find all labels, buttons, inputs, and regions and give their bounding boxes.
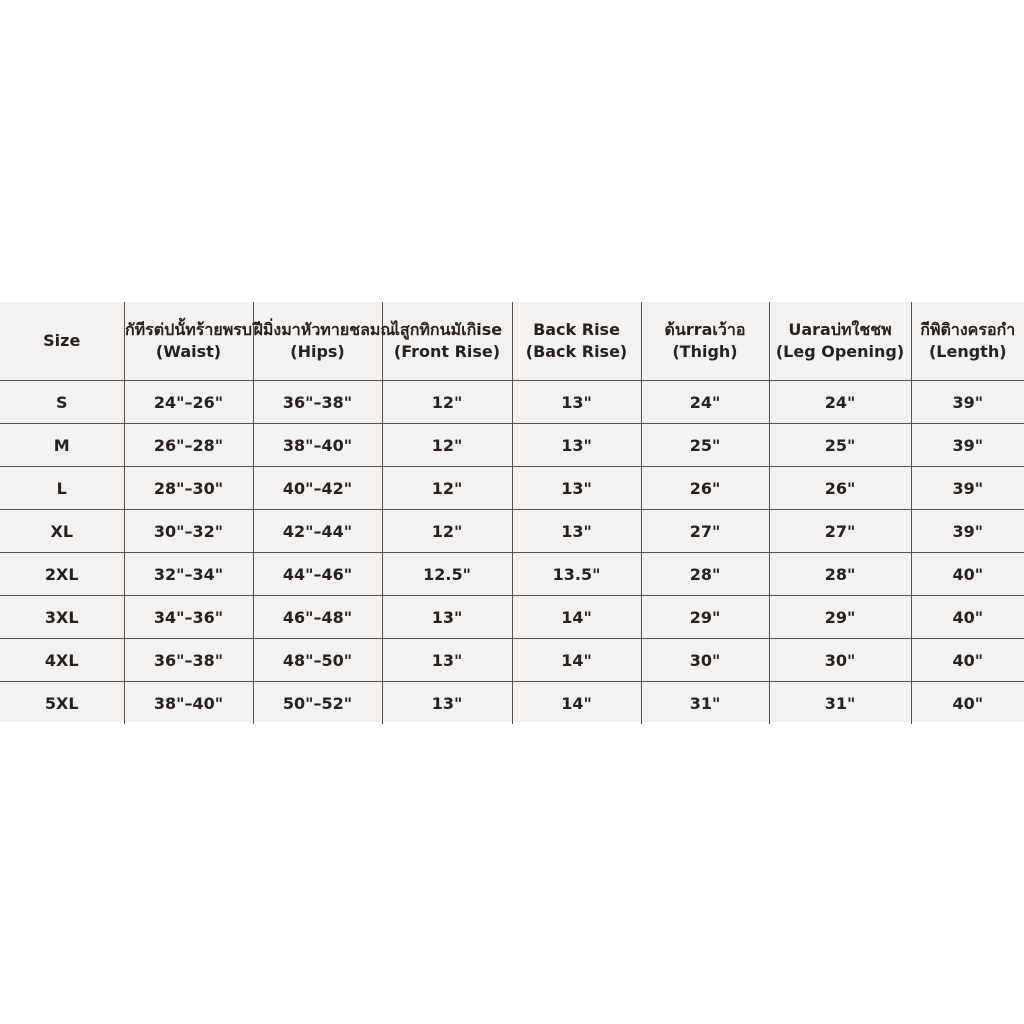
- cell-hips: 42"–44": [253, 510, 382, 553]
- table-row: [0, 596, 1024, 639]
- cell-back-rise: 13": [512, 510, 641, 553]
- cell-thigh: 30": [641, 639, 769, 682]
- cell-thigh: 24": [641, 381, 769, 424]
- cell-length: 39": [911, 381, 1024, 424]
- cell-back-rise: 14": [512, 596, 641, 639]
- table-row: [0, 467, 1024, 510]
- cell-leg-opening: 27": [769, 510, 911, 553]
- cell-size: S: [0, 381, 124, 424]
- cell-waist: 30"–32": [124, 510, 253, 553]
- cell-hips: 46"–48": [253, 596, 382, 639]
- cell-leg-opening: 25": [769, 424, 911, 467]
- cell-hips: 38"–40": [253, 424, 382, 467]
- cell-back-rise: 13": [512, 467, 641, 510]
- size-chart: [0, 302, 1024, 722]
- cell-hips: 50"–52": [253, 682, 382, 725]
- cell-size: 3XL: [0, 596, 124, 639]
- cell-back-rise: 14": [512, 639, 641, 682]
- cell-hips: 48"–50": [253, 639, 382, 682]
- cell-size: XL: [0, 510, 124, 553]
- header-front-rise: ไสูกทิกนมัเกิise (Front Rise): [382, 302, 512, 381]
- cell-leg-opening: 30": [769, 639, 911, 682]
- table-row: [0, 682, 1024, 725]
- cell-length: 40": [911, 682, 1024, 725]
- cell-waist: 32"–34": [124, 553, 253, 596]
- cell-back-rise: 13": [512, 381, 641, 424]
- cell-waist: 24"–26": [124, 381, 253, 424]
- cell-leg-opening: 26": [769, 467, 911, 510]
- header-thigh: ด้นrraเว้าอ (Thigh): [641, 302, 769, 381]
- header-hips: ฝีมิ่งมาหัวทายชลมณ (Hips): [253, 302, 382, 381]
- cell-waist: 26"–28": [124, 424, 253, 467]
- cell-size: 4XL: [0, 639, 124, 682]
- header-row: [0, 302, 1024, 381]
- table-row: [0, 553, 1024, 596]
- cell-back-rise: 13": [512, 424, 641, 467]
- cell-thigh: 27": [641, 510, 769, 553]
- cell-thigh: 28": [641, 553, 769, 596]
- cell-length: 40": [911, 553, 1024, 596]
- table-row: [0, 639, 1024, 682]
- cell-front-rise: 13": [382, 639, 512, 682]
- size-chart-table: [0, 302, 1024, 724]
- cell-front-rise: 12": [382, 424, 512, 467]
- cell-front-rise: 12": [382, 467, 512, 510]
- cell-waist: 36"–38": [124, 639, 253, 682]
- cell-waist: 34"–36": [124, 596, 253, 639]
- cell-thigh: 25": [641, 424, 769, 467]
- cell-front-rise: 13": [382, 596, 512, 639]
- cell-size: 2XL: [0, 553, 124, 596]
- cell-front-rise: 12": [382, 381, 512, 424]
- cell-hips: 44"–46": [253, 553, 382, 596]
- cell-length: 39": [911, 424, 1024, 467]
- header-length: กีพิติางครอกำ (Length): [911, 302, 1024, 381]
- cell-thigh: 31": [641, 682, 769, 725]
- cell-front-rise: 12": [382, 510, 512, 553]
- cell-size: M: [0, 424, 124, 467]
- header-back-rise: Back Rise (Back Rise): [512, 302, 641, 381]
- table-row: [0, 510, 1024, 553]
- cell-hips: 40"–42": [253, 467, 382, 510]
- cell-length: 40": [911, 596, 1024, 639]
- cell-back-rise: 14": [512, 682, 641, 725]
- cell-size: 5XL: [44, 693, 79, 713]
- cell-leg-opening: 31": [769, 682, 911, 725]
- cell-length: 40": [911, 639, 1024, 682]
- header-size: Size: [0, 302, 124, 381]
- header-leg-opening: Uaraบ่ทใชชพ (Leg Opening): [769, 302, 911, 381]
- header-waist: กัทีรต่ปนั้ทร้ายพรบ (Waist): [124, 302, 253, 381]
- table-row: [0, 381, 1024, 424]
- cell-hips: 36"–38": [253, 381, 382, 424]
- cell-leg-opening: 28": [769, 553, 911, 596]
- cell-thigh: 29": [641, 596, 769, 639]
- cell-front-rise: 12.5": [382, 553, 512, 596]
- table-row: [0, 424, 1024, 467]
- cell-leg-opening: 29": [769, 596, 911, 639]
- cell-length: 39": [911, 510, 1024, 553]
- cell-leg-opening: 24": [769, 381, 911, 424]
- cell-thigh: 26": [641, 467, 769, 510]
- cell-size: L: [0, 467, 124, 510]
- cell-length: 39": [911, 467, 1024, 510]
- cell-front-rise: 13": [382, 682, 512, 725]
- cell-waist: 28"–30": [124, 467, 253, 510]
- cell-waist: 38"–40": [124, 682, 253, 725]
- cell-back-rise: 13.5": [512, 553, 641, 596]
